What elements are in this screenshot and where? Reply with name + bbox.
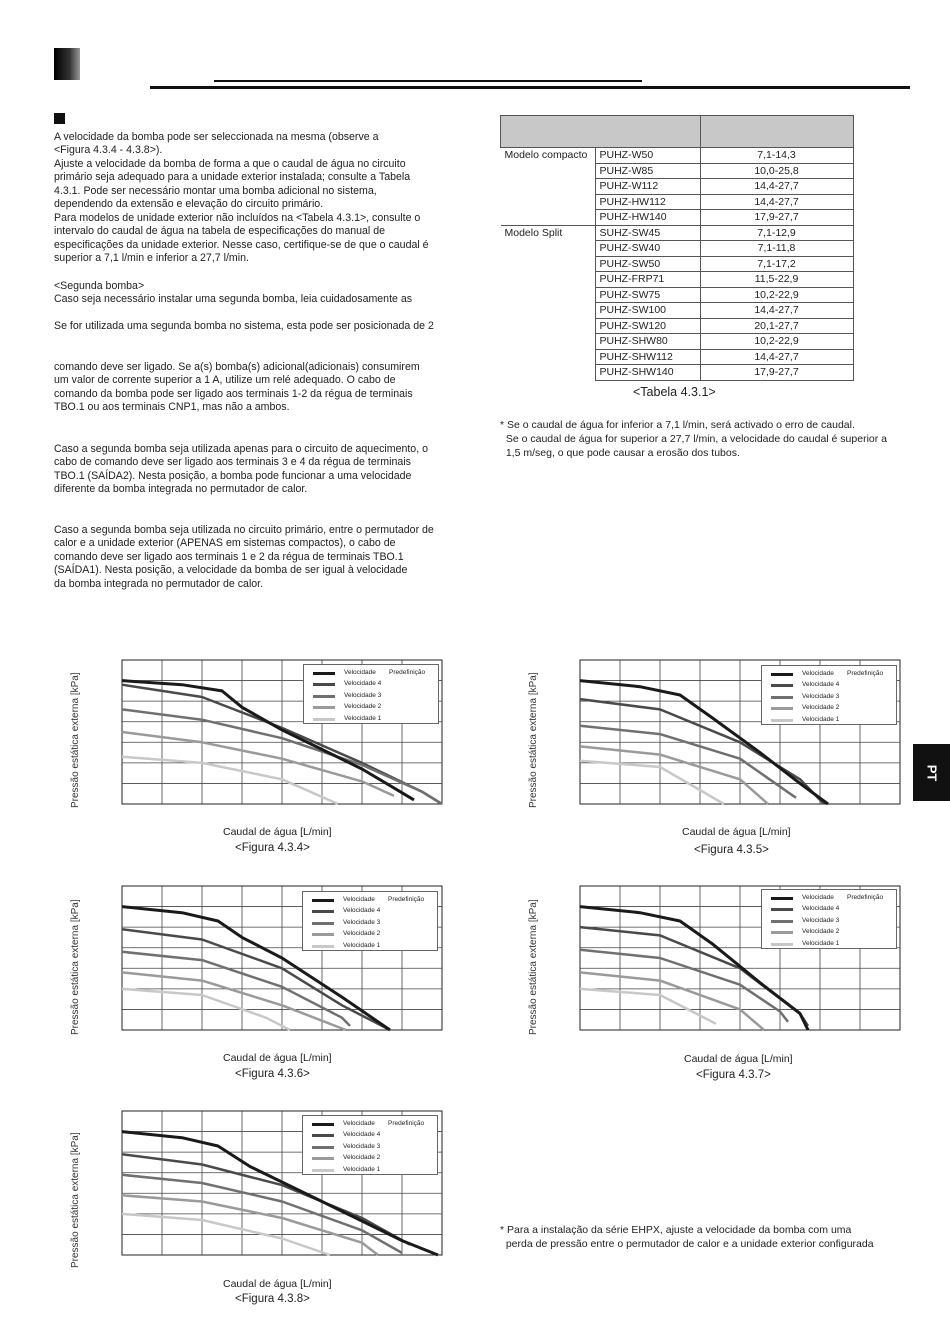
- legend-label: Velocidade 4: [344, 680, 382, 688]
- table-cell-model: PUHZ-SW40: [595, 241, 700, 257]
- text-line: 4.3.1. Pode ser necessário montar uma bomba adicional no sistema,: [54, 184, 377, 197]
- legend-swatch: [771, 897, 793, 900]
- legend-swatch: [312, 922, 334, 925]
- text-line: TBO.1 (SAÍDA2). Nesta posição, a bomba pode funcionar a uma velocidade: [54, 469, 412, 482]
- text-line: <Segunda bomba>: [54, 280, 145, 292]
- para-flow-adjust: [54, 158, 458, 212]
- text-line: A velocidade da bomba pode ser seleccionada na mesma (observe a: [54, 131, 379, 143]
- para-other-models: [54, 212, 458, 266]
- legend-label: Velocidade 4: [343, 1131, 381, 1139]
- legend-swatch: [313, 706, 335, 709]
- figure-caption: <Figura 4.3.8>: [235, 1293, 310, 1305]
- legend-label: Predefinição: [847, 670, 884, 677]
- para-primary-circuit: [54, 524, 458, 591]
- legend-label: Velocidade: [802, 670, 834, 677]
- x-axis-label: Caudal de água [L/min]: [223, 1278, 332, 1290]
- legend-label: Velocidade 3: [343, 918, 381, 926]
- chart-legend: [761, 889, 897, 949]
- table-cell-range: 14,4-27,7: [700, 179, 853, 195]
- language-tab: [913, 744, 950, 801]
- table-note: [500, 418, 887, 460]
- note-line: * Se o caudal de água for inferior a 7,1 l/min, será activado o erro de caudal.: [500, 419, 855, 431]
- legend-swatch: [312, 933, 334, 936]
- table-cell-range: 7,1-11,8: [700, 241, 853, 257]
- chapter-marker: [54, 48, 80, 80]
- para-heating-circuit: [54, 443, 458, 497]
- table-cell-model: PUHZ-W85: [595, 163, 700, 179]
- legend-swatch: [771, 908, 793, 911]
- text-line: comando deve ser ligado. Se a(s) bomba(s) adicional(adicionais) consumirem: [54, 361, 420, 373]
- table-cell-range: 14,4-27,7: [700, 349, 853, 365]
- table-cell-range: 7,1-12,9: [700, 225, 853, 241]
- header-rule-bottom: [150, 86, 910, 89]
- y-axis-label: Pressão estática externa [kPa]: [528, 672, 539, 808]
- text-line: TBO.1 ou aos terminais CNP1, mas não a ambos.: [54, 401, 290, 414]
- legend-label: Velocidade 4: [802, 681, 840, 689]
- y-axis-label: Pressão estática externa [kPa]: [70, 1132, 81, 1268]
- table-cell-model: PUHZ-W112: [595, 179, 700, 195]
- legend-label: Velocidade: [802, 894, 834, 901]
- legend-swatch: [312, 1169, 334, 1172]
- legend-label: Velocidade 2: [802, 928, 840, 936]
- legend-label: Velocidade 3: [802, 916, 840, 924]
- table-cell-range: 10,2-22,9: [700, 334, 853, 350]
- header-rule-top: [214, 80, 642, 82]
- y-axis-label: Pressão estática externa [kPa]: [70, 672, 81, 808]
- legend-label: Velocidade 1: [802, 715, 840, 723]
- legend-swatch: [313, 695, 335, 698]
- legend-label: Velocidade 2: [802, 704, 840, 712]
- chart-legend: [303, 664, 439, 724]
- table-cell-range: 7,1-17,2: [700, 256, 853, 272]
- legend-swatch: [313, 718, 335, 721]
- text-line: intervalo do caudal de água na tabela de especificações do manual de: [54, 225, 385, 238]
- text-line: calor e a unidade exterior (APENAS em sistemas compactos), o cabo de: [54, 537, 396, 550]
- series-line-velocidade-3: [580, 726, 796, 798]
- legend-swatch: [771, 931, 793, 934]
- para-second-pump-title: [54, 280, 458, 307]
- table-cell-model: PUHZ-HW140: [595, 210, 700, 226]
- x-axis-label: Caudal de água [L/min]: [684, 1053, 793, 1065]
- legend-label: Velocidade 2: [344, 703, 382, 711]
- table-cell-model: PUHZ-SHW80: [595, 334, 700, 350]
- text-line: Caso seja necessário instalar uma segunda bomba, leia cuidadosamente as: [54, 293, 413, 306]
- note-line: * Para a instalação da série EHPX, ajuste a velocidade da bomba com uma: [500, 1224, 852, 1236]
- text-line: <Figura 4.3.4 - 4.3.8>).: [54, 144, 163, 157]
- table-cell-model: PUHZ-FRP71: [595, 272, 700, 288]
- text-line: Se for utilizada uma segunda bomba no sistema, esta pode ser posicionada de 2: [54, 320, 434, 332]
- legend-swatch: [313, 683, 335, 686]
- flow-range-table: [500, 115, 854, 381]
- legend-label: Velocidade 3: [802, 692, 840, 700]
- legend-swatch: [313, 672, 335, 675]
- series-line-velocidade-3: [580, 950, 788, 1022]
- table-cell-model: PUHZ-SHW140: [595, 365, 700, 381]
- legend-label: Velocidade 1: [343, 1165, 381, 1173]
- text-line: Ajuste a velocidade da bomba de forma a que o caudal de água no circuito: [54, 158, 406, 170]
- legend-label: Predefinição: [389, 669, 426, 676]
- table-cell-model: SUHZ-SW45: [595, 225, 700, 241]
- legend-label: Velocidade 4: [343, 907, 381, 915]
- legend-swatch: [312, 899, 334, 902]
- legend-swatch: [771, 696, 793, 699]
- figure-caption: <Figura 4.3.6>: [235, 1068, 310, 1080]
- legend-label: Velocidade 2: [343, 930, 381, 938]
- figure-caption: <Figura 4.3.5>: [694, 844, 769, 856]
- table-cell-range: 7,1-14,3: [700, 148, 853, 164]
- table-cell-range: 17,9-27,7: [700, 210, 853, 226]
- legend-swatch: [771, 920, 793, 923]
- language-tab-label: PT: [924, 764, 939, 781]
- figure-caption: <Figura 4.3.4>: [235, 842, 310, 854]
- text-line: comando da bomba pode ser ligado aos terminais 1-2 da régua de terminais: [54, 387, 413, 400]
- table-header-range: [700, 116, 853, 148]
- legend-label: Velocidade 1: [343, 941, 381, 949]
- text-line: comando deve ser ligado aos terminais 1 e 2 da régua de terminais TBO.1: [54, 550, 404, 563]
- text-line: especificações da unidade exterior. Nesse caso, certifique-se de que o caudal é: [54, 238, 429, 251]
- figure-caption: <Figura 4.3.7>: [696, 1069, 771, 1081]
- para-pump-speed: [54, 131, 458, 158]
- x-axis-label: Caudal de água [L/min]: [682, 826, 791, 838]
- legend-swatch: [312, 910, 334, 913]
- table-cell-range: 11,5-22,9: [700, 272, 853, 288]
- table-cell-model: PUHZ-SW75: [595, 287, 700, 303]
- note-line: perda de pressão entre o permutador de calor e a unidade exterior configurada: [500, 1238, 874, 1250]
- y-axis-label: Pressão estática externa [kPa]: [70, 899, 81, 1035]
- chart-legend: [761, 665, 897, 725]
- para-second-pump-position: [54, 320, 458, 333]
- table-header-model: [501, 116, 701, 148]
- series-line-velocidade-1: [122, 757, 338, 804]
- table-row: [501, 148, 854, 164]
- legend-swatch: [771, 707, 793, 710]
- table-cell-range: 10,2-22,9: [700, 287, 853, 303]
- y-axis-label: Pressão estática externa [kPa]: [528, 899, 539, 1035]
- table-group-label: Modelo Split: [501, 225, 596, 380]
- x-axis-label: Caudal de água [L/min]: [223, 1052, 332, 1064]
- text-line: diferente da bomba integrada no permutador de calor.: [54, 483, 308, 496]
- legend-swatch: [312, 945, 334, 948]
- table-header-row: [501, 116, 854, 148]
- table-cell-model: PUHZ-SW100: [595, 303, 700, 319]
- legend-label: Velocidade 1: [802, 939, 840, 947]
- legend-label: Velocidade 3: [343, 1142, 381, 1150]
- legend-label: Velocidade: [343, 1120, 375, 1127]
- legend-swatch: [312, 1134, 334, 1137]
- legend-swatch: [771, 719, 793, 722]
- text-line: Para modelos de unidade exterior não incluídos na <Tabela 4.3.1>, consulte o: [54, 212, 421, 224]
- legend-label: Predefinição: [388, 1120, 425, 1127]
- text-line: primário seja adequado para a unidade exterior instalada; consulte a Tabela: [54, 171, 411, 184]
- text-line: (SAÍDA1). Nesta posição, a velocidade da bomba de ser igual à velocidade: [54, 564, 408, 577]
- legend-label: Velocidade 1: [344, 714, 382, 722]
- legend-label: Velocidade: [343, 896, 375, 903]
- para-relay: [54, 361, 458, 415]
- table-cell-range: 10,0-25,8: [700, 163, 853, 179]
- text-line: um valor de corrente superior a 1 A, utilize um relé adequado. O cabo de: [54, 374, 396, 387]
- table-cell-range: 20,1-27,7: [700, 318, 853, 334]
- legend-label: Velocidade 4: [802, 905, 840, 913]
- legend-label: Velocidade 2: [343, 1154, 381, 1162]
- legend-swatch: [771, 943, 793, 946]
- table-cell-model: PUHZ-SW120: [595, 318, 700, 334]
- legend-label: Predefinição: [388, 896, 425, 903]
- legend-swatch: [771, 673, 793, 676]
- table-cell-model: PUHZ-SW50: [595, 256, 700, 272]
- table-cell-model: PUHZ-SHW112: [595, 349, 700, 365]
- table-cell-range: 17,9-27,7: [700, 365, 853, 381]
- legend-label: Velocidade 3: [344, 691, 382, 699]
- legend-swatch: [312, 1146, 334, 1149]
- table-row: [501, 225, 854, 241]
- table-caption: <Tabela 4.3.1>: [633, 385, 716, 399]
- legend-swatch: [771, 684, 793, 687]
- table-cell-model: PUHZ-W50: [595, 148, 700, 164]
- series-line-velocidade-2: [122, 1195, 378, 1255]
- section-marker: [54, 113, 65, 124]
- text-line: Caso a segunda bomba seja utilizada no circuito primário, entre o permutador de: [54, 524, 434, 536]
- text-line: da bomba integrada no permutador de calor.: [54, 577, 264, 590]
- text-line: Caso a segunda bomba seja utilizada apenas para o circuito de aquecimento, o: [54, 443, 428, 455]
- chart-legend: [302, 891, 438, 951]
- table-cell-model: PUHZ-HW112: [595, 194, 700, 210]
- text-line: dependendo da extensão e elevação do circuito primário.: [54, 198, 324, 211]
- bottom-note: [500, 1223, 874, 1251]
- legend-label: Predefinição: [847, 894, 884, 901]
- legend-swatch: [312, 1123, 334, 1126]
- legend-label: Velocidade: [344, 669, 376, 676]
- table-cell-range: 14,4-27,7: [700, 194, 853, 210]
- text-line: cabo de comando deve ser ligado aos terminais 3 e 4 da régua de terminais: [54, 456, 411, 469]
- table-cell-range: 14,4-27,7: [700, 303, 853, 319]
- chart-legend: [302, 1115, 438, 1175]
- note-line: Se o caudal de água for superior a 27,7 l/min, a velocidade do caudal é superior a: [500, 433, 887, 445]
- text-line: superior a 7,1 l/min e inferior a 27,7 l/min.: [54, 252, 249, 265]
- x-axis-label: Caudal de água [L/min]: [223, 826, 332, 838]
- note-line: 1,5 m/seg, o que pode causar a erosão dos tubos.: [500, 447, 740, 459]
- legend-swatch: [312, 1157, 334, 1160]
- table-group-label: Modelo compacto: [501, 148, 596, 226]
